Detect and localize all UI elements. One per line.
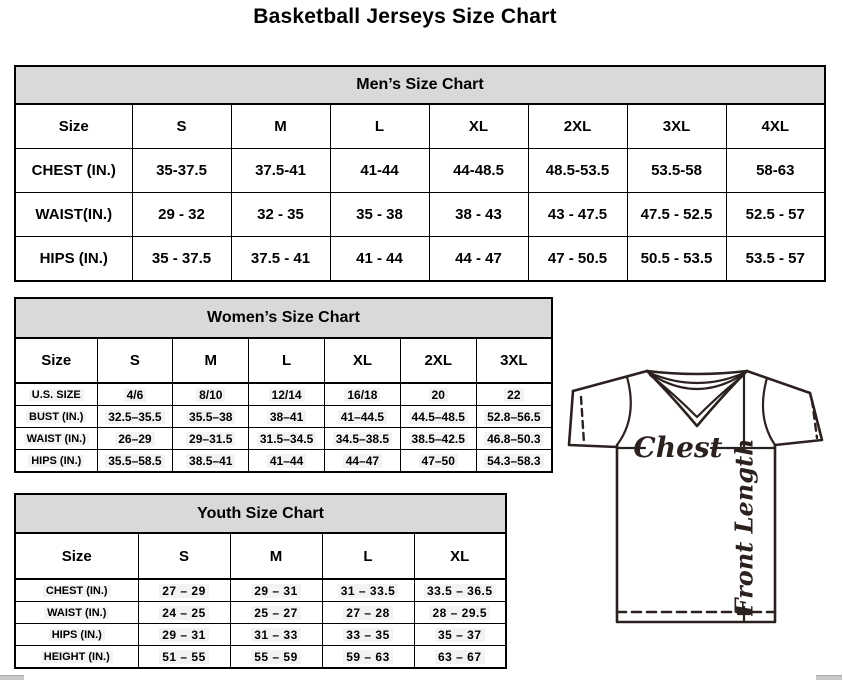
size-value-cell (324, 383, 400, 406)
column-header: Size (15, 338, 97, 383)
column-header: L (249, 338, 325, 383)
size-value: 29 – 31 (251, 584, 301, 598)
size-value-cell (476, 383, 552, 406)
row-label: WAIST(IN.) (15, 193, 132, 237)
column-header: S (132, 104, 231, 149)
size-value: 41–44 (267, 454, 306, 468)
column-header: M (173, 338, 249, 383)
column-header: L (330, 104, 429, 149)
size-value-cell (97, 450, 173, 473)
table-row (15, 450, 552, 473)
womens-size-chart-table (14, 297, 553, 473)
size-value-cell: 52.5 - 57 (726, 193, 825, 237)
size-value: 44–47 (343, 454, 382, 468)
page-title: Basketball Jerseys Size Chart (253, 5, 557, 28)
column-header: 2XL (528, 104, 627, 149)
size-value-cell: 38 - 43 (429, 193, 528, 237)
size-value: 24 – 25 (159, 606, 209, 620)
size-value: 8/10 (196, 388, 225, 402)
size-value-cell (173, 406, 249, 428)
size-value: 31 – 33 (251, 628, 301, 642)
row-label (15, 428, 97, 450)
size-value: 52.8–56.5 (484, 410, 543, 424)
table-title-row (15, 494, 506, 533)
size-value-cell (138, 579, 230, 602)
row-label-text: CHEST (IN.) (43, 585, 111, 597)
size-value-cell: 35 - 38 (330, 193, 429, 237)
size-value-cell (249, 383, 325, 406)
column-header: L (322, 533, 414, 579)
size-value: 35 – 37 (435, 628, 485, 642)
column-header: S (97, 338, 173, 383)
row-label: CHEST (IN.) (15, 149, 132, 193)
size-value-cell (173, 450, 249, 473)
size-value: 27 – 29 (159, 584, 209, 598)
jersey-sleeve-left (569, 391, 617, 447)
size-value: 31.5–34.5 (257, 432, 316, 446)
size-value: 26–29 (115, 432, 154, 446)
size-value: 27 – 28 (343, 606, 393, 620)
row-label-text: HIPS (IN.) (49, 629, 105, 641)
youth-chart-title: Youth Size Chart (15, 494, 506, 533)
table-header-row (15, 104, 825, 149)
size-value-cell: 43 - 47.5 (528, 193, 627, 237)
row-label (15, 624, 138, 646)
row-label (15, 383, 97, 406)
size-value-cell: 29 - 32 (132, 193, 231, 237)
size-value-cell (249, 406, 325, 428)
size-value-cell (138, 646, 230, 669)
row-label-text: WAIST (IN.) (44, 607, 109, 619)
size-value: 38.5–42.5 (409, 432, 468, 446)
column-header: 2XL (400, 338, 476, 383)
table-row (15, 624, 506, 646)
column-header: 3XL (476, 338, 552, 383)
size-value-cell: 44-48.5 (429, 149, 528, 193)
size-value: 38–41 (267, 410, 306, 424)
size-value-cell (138, 624, 230, 646)
row-label (15, 602, 138, 624)
jersey-shoulder-left (573, 371, 647, 391)
size-value-cell: 41 - 44 (330, 237, 429, 282)
size-value-cell (414, 646, 506, 669)
size-value: 47–50 (419, 454, 458, 468)
size-value: 54.3–58.3 (484, 454, 543, 468)
column-header: XL (429, 104, 528, 149)
column-header: M (231, 104, 330, 149)
row-label-text: BUST (IN.) (26, 411, 86, 423)
table-header-row (15, 338, 552, 383)
size-value-cell (322, 624, 414, 646)
table-row (15, 383, 552, 406)
size-value-cell: 37.5-41 (231, 149, 330, 193)
table-row (15, 646, 506, 669)
size-value-cell (324, 450, 400, 473)
size-value: 51 – 55 (159, 650, 209, 664)
table-row (15, 406, 552, 428)
size-value: 29 – 31 (159, 628, 209, 642)
jersey-armhole-left (617, 377, 631, 445)
size-value-cell (322, 579, 414, 602)
size-value-cell (249, 450, 325, 473)
table-title-row (15, 298, 552, 338)
size-value-cell (97, 428, 173, 450)
size-value-cell: 44 - 47 (429, 237, 528, 282)
size-value: 34.5–38.5 (333, 432, 392, 446)
size-value-cell (97, 383, 173, 406)
table-row (15, 602, 506, 624)
size-value: 25 – 27 (251, 606, 301, 620)
size-value-cell (249, 428, 325, 450)
size-value: 55 – 59 (251, 650, 301, 664)
column-header: Size (15, 533, 138, 579)
size-value-cell (324, 428, 400, 450)
jersey-armhole-right (763, 378, 775, 445)
row-label (15, 450, 97, 473)
size-value: 20 (429, 388, 448, 402)
row-label-text: WAIST (IN.) (24, 433, 89, 445)
size-value-cell (230, 602, 322, 624)
column-header: 4XL (726, 104, 825, 149)
size-value-cell (322, 646, 414, 669)
youth-size-chart-table (14, 493, 507, 669)
jersey-shoulder-right (747, 371, 810, 393)
size-value: 16/18 (344, 388, 380, 402)
table-row (15, 428, 552, 450)
size-value: 4/6 (124, 388, 147, 402)
mens-chart-title: Men’s Size Chart (15, 66, 825, 104)
size-value: 29–31.5 (186, 432, 235, 446)
size-value-cell (97, 406, 173, 428)
size-value-cell (230, 579, 322, 602)
jersey-cuff-dashed-left (581, 397, 584, 443)
size-value-cell (476, 428, 552, 450)
size-value-cell (173, 383, 249, 406)
table-row (15, 237, 825, 282)
size-value: 41–44.5 (338, 410, 387, 424)
size-value: 33 – 35 (343, 628, 393, 642)
size-value-cell: 35-37.5 (132, 149, 231, 193)
chest-label: Chest (633, 431, 723, 464)
table-row (15, 193, 825, 237)
size-value-cell (173, 428, 249, 450)
size-value-cell: 47 - 50.5 (528, 237, 627, 282)
size-value-cell (400, 406, 476, 428)
size-value: 44.5–48.5 (409, 410, 468, 424)
size-value-cell (414, 602, 506, 624)
size-value-cell: 32 - 35 (231, 193, 330, 237)
scrollbar-fragment-left[interactable] (0, 675, 24, 680)
column-header: M (230, 533, 322, 579)
size-value-cell (400, 450, 476, 473)
column-header: XL (324, 338, 400, 383)
size-value-cell (400, 383, 476, 406)
size-value: 35.5–58.5 (105, 454, 164, 468)
size-value-cell: 53.5-58 (627, 149, 726, 193)
size-value-cell: 50.5 - 53.5 (627, 237, 726, 282)
size-value-cell: 48.5-53.5 (528, 149, 627, 193)
table-title-row (15, 66, 825, 104)
size-value: 38.5–41 (186, 454, 235, 468)
column-header: S (138, 533, 230, 579)
row-label-text: HIPS (IN.) (28, 455, 84, 467)
size-value: 31 – 33.5 (338, 584, 399, 598)
size-value-cell: 53.5 - 57 (726, 237, 825, 282)
row-label (15, 406, 97, 428)
jersey-collar-top (647, 371, 747, 374)
jersey-measurement-diagram (558, 362, 843, 632)
size-value: 63 – 67 (435, 650, 485, 664)
size-value-cell: 37.5 - 41 (231, 237, 330, 282)
size-value: 33.5 – 36.5 (424, 584, 496, 598)
size-value-cell (476, 450, 552, 473)
size-value-cell (230, 624, 322, 646)
size-value: 59 – 63 (343, 650, 393, 664)
size-value-cell (476, 406, 552, 428)
size-value: 28 – 29.5 (429, 606, 490, 620)
size-value-cell (414, 624, 506, 646)
size-value-cell (400, 428, 476, 450)
mens-size-chart-table (14, 65, 826, 282)
row-label-text: U.S. SIZE (29, 389, 84, 401)
size-value-cell: 58-63 (726, 149, 825, 193)
size-value: 46.8–50.3 (484, 432, 543, 446)
table-row (15, 149, 825, 193)
column-header: XL (414, 533, 506, 579)
table-header-row (15, 533, 506, 579)
row-label (15, 646, 138, 669)
column-header: Size (15, 104, 132, 149)
size-value: 12/14 (269, 388, 305, 402)
womens-chart-title: Women’s Size Chart (15, 298, 552, 338)
size-value-cell (414, 579, 506, 602)
size-value-cell (230, 646, 322, 669)
size-value: 32.5–35.5 (105, 410, 164, 424)
row-label-text: HEIGHT (IN.) (41, 651, 113, 663)
row-label: HIPS (IN.) (15, 237, 132, 282)
column-header: 3XL (627, 104, 726, 149)
size-value: 22 (504, 388, 523, 402)
size-value: 35.5–38 (186, 410, 235, 424)
size-value-cell (322, 602, 414, 624)
size-value-cell (138, 602, 230, 624)
size-value-cell: 35 - 37.5 (132, 237, 231, 282)
size-value-cell: 41-44 (330, 149, 429, 193)
size-value-cell: 47.5 - 52.5 (627, 193, 726, 237)
size-value-cell (324, 406, 400, 428)
scrollbar-fragment-right[interactable] (816, 675, 842, 680)
table-row (15, 579, 506, 602)
row-label (15, 579, 138, 602)
front-length-label: Front Length (729, 438, 759, 616)
